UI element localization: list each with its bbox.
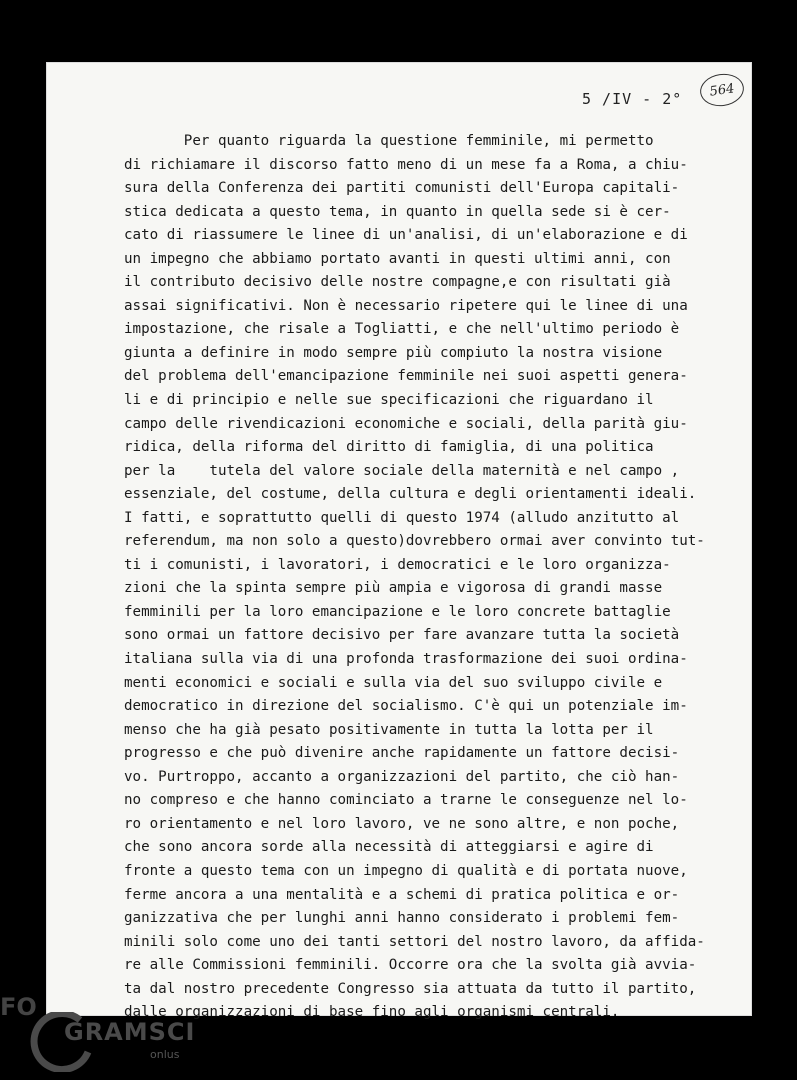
archive-stamp: 564	[698, 71, 746, 109]
text-line: no compreso e che hanno cominciato a trarne le conseguenze nel lo-	[124, 792, 688, 809]
gramsci-watermark	[0, 990, 220, 1080]
text-line: del problema dell'emancipazione femminile nei suoi aspetti genera-	[124, 368, 688, 385]
text-line: sono ormai un fattore decisivo per fare avanzare tutta la società	[124, 627, 680, 644]
watermark-prefix: FO	[0, 993, 37, 1021]
text-line: ridica, della riforma del diritto di famiglia, di una politica	[124, 439, 654, 456]
text-line: cato di riassumere le linee di un'analisi, di un'elaborazione e di	[124, 227, 688, 244]
text-line: ro orientamento e nel loro lavoro, ve ne sono altre, e non poche,	[124, 815, 680, 832]
text-line: re alle Commissioni femminili. Occorre ora che la svolta già avvia-	[124, 957, 697, 974]
text-line: per la tutela del valore sociale della maternità e nel campo ,	[124, 462, 680, 479]
text-line: li e di principio e nelle sue specificazioni che riguardano il	[124, 392, 654, 409]
text-line: progresso e che può divenire anche rapidamente un fattore decisi-	[124, 745, 680, 762]
text-line: menso che ha già pesato positivamente in tutta la lotta per il	[124, 721, 654, 738]
text-line: il contributo decisivo delle nostre compagne,e con risultati già	[124, 274, 671, 291]
text-line: italiana sulla via di una profonda trasformazione dei suoi ordina-	[124, 651, 688, 668]
text-line: democratico in direzione del socialismo. C'è qui un potenziale im-	[124, 698, 688, 715]
text-line: essenziale, del costume, della cultura e degli orientamenti ideali.	[124, 486, 697, 503]
text-line: I fatti, e soprattutto quelli di questo 1974 (alludo anzitutto al	[124, 509, 680, 526]
text-line: vo. Purtroppo, accanto a organizzazioni del partito, che ciò han-	[124, 768, 680, 785]
text-line: impostazione, che risale a Togliatti, e che nell'ultimo periodo è	[124, 321, 680, 338]
text-line: sura della Conferenza dei partiti comunisti dell'Europa capitali-	[124, 180, 680, 197]
text-line: giunta a definire in modo sempre più compiuto la nostra visione	[124, 344, 663, 361]
text-line: ta dal nostro precedente Congresso sia attuata da tutto il partito,	[124, 980, 697, 997]
text-line: assai significativi. Non è necessario ripetere qui le linee di una	[124, 297, 688, 314]
text-line: campo delle rivendicazioni economiche e sociali, della parità giu-	[124, 415, 688, 432]
text-line: zioni che la spinta sempre più ampia e vigorosa di grandi masse	[124, 580, 663, 597]
text-line: minili solo come uno dei tanti settori del nostro lavoro, da affida-	[124, 933, 705, 950]
text-line: ti i comunisti, i lavoratori, i democratici e le loro organizza-	[124, 556, 671, 573]
text-line: menti economici e sociali e sulla via del suo sviluppo civile e	[124, 674, 663, 691]
watermark-suffix: onlus	[150, 1048, 180, 1061]
text-line: di richiamare il discorso fatto meno di un mese fa a Roma, a chiu-	[124, 156, 688, 173]
text-line: femminili per la loro emancipazione e le loro concrete battaglie	[124, 603, 671, 620]
text-line: un impegno che abbiamo portato avanti in questi ultimi anni, con	[124, 250, 671, 267]
text-line: fronte a questo tema con un impegno di qualità e di portata nuove,	[124, 862, 688, 879]
text-line: referendum, ma non solo a questo)dovrebbero ormai aver convinto tut-	[124, 533, 705, 550]
watermark-name: GRAMSCI	[64, 1018, 196, 1046]
text-line: stica dedicata a questo tema, in quanto in quella sede si è cer-	[124, 203, 671, 220]
page-reference: 5 /IV - 2°	[582, 90, 683, 108]
typewritten-text	[124, 130, 744, 1025]
text-line: che sono ancora sorde alla necessità di atteggiarsi e agire di	[124, 839, 654, 856]
text-line: dalle organizzazioni di base fino agli organismi centrali.	[124, 1004, 620, 1021]
text-line: ferme ancora a una mentalità e a schemi di pratica politica e or-	[124, 886, 680, 903]
text-line: ganizzativa che per lunghi anni hanno considerato i problemi fem-	[124, 910, 680, 927]
text-line: Per quanto riguarda la questione femminile, mi permetto	[124, 133, 654, 149]
